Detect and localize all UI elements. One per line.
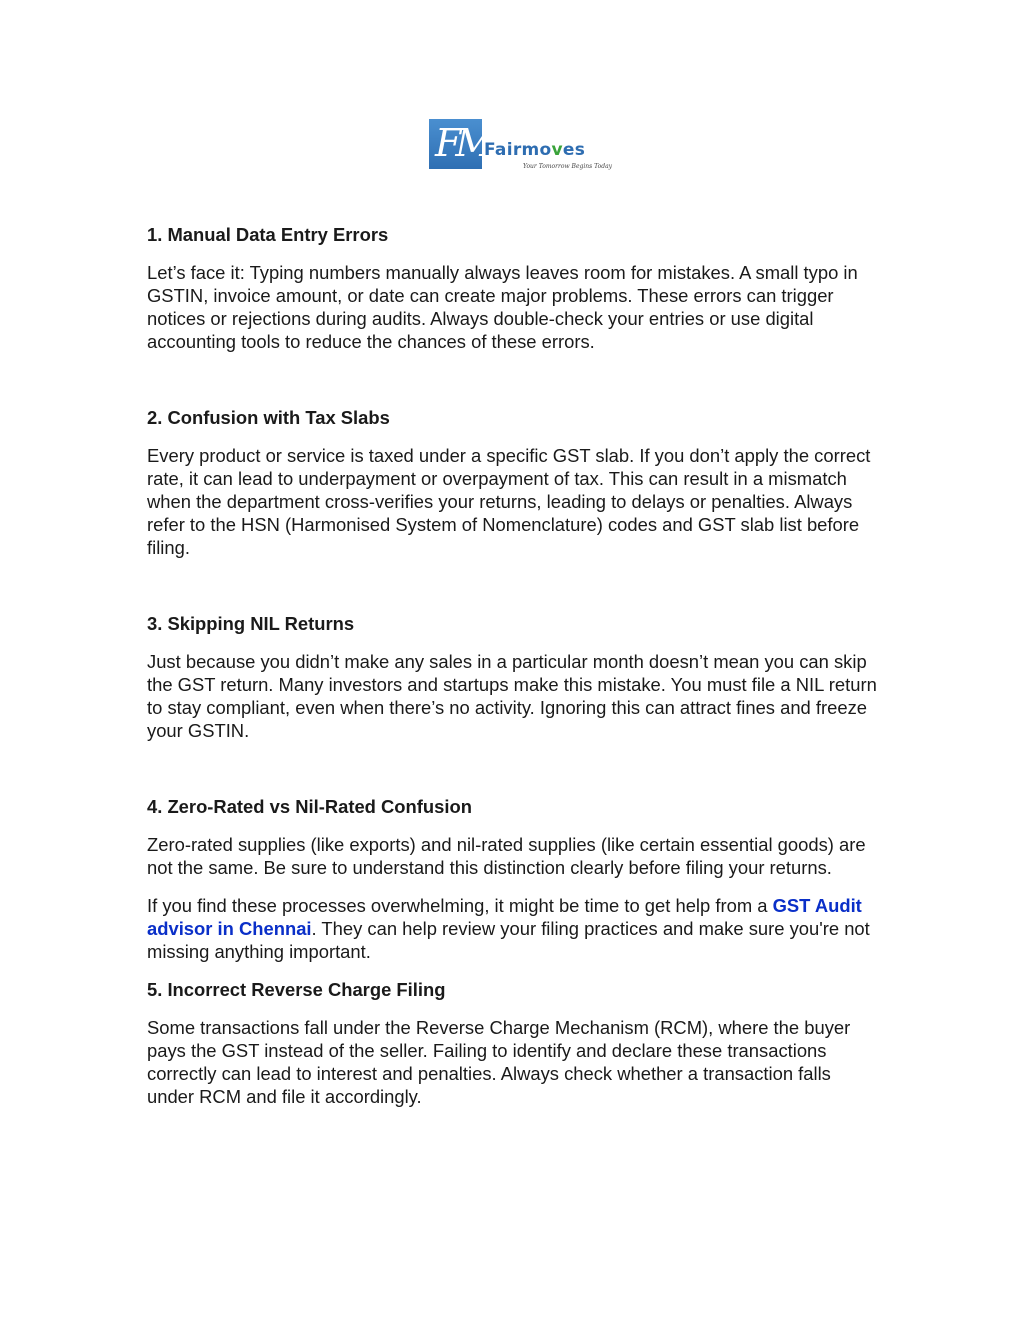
logo-word-prefix: Fairmo xyxy=(484,140,552,160)
section-nil-returns xyxy=(147,612,877,742)
section-paragraph: Just because you didn’t make any sales in a particular month doesn’t mean you can skip the GST return. Many investors and startups make this mistake. You must file a NIL return to stay compliant, even when there’s no activity. Ignoring this can attract fines and freeze your GSTIN. xyxy=(147,651,877,741)
section-tax-slabs xyxy=(147,406,877,559)
logo-word-suffix: es xyxy=(562,140,586,160)
logo-check-mark: v xyxy=(551,140,563,160)
section-paragraph: Some transactions fall under the Reverse Charge Mechanism (RCM), where the buyer pays the GST instead of the seller. Failing to identify and declare these transactions correctly can lead to interest and penalties. Always check whether a transaction falls under RCM and file it accordingly. xyxy=(147,1017,851,1107)
logo-monogram xyxy=(429,119,489,169)
section-paragraph: Zero-rated supplies (like exports) and nil-rated supplies (like certain essential goods) are not the same. Be sure to understand this distinction clearly before filing your returns. xyxy=(147,834,866,878)
section-paragraph: Every product or service is taxed under a specific GST slab. If you don’t apply the correct rate, it can lead to underpayment or overpayment of tax. This can result in a mismatch when the department cross-verifies your returns, leading to delays or penalties. Always refer to the HSN (Harmonised System of Nomenclature) codes and GST slab list before filing. xyxy=(147,445,871,558)
article-body xyxy=(147,223,877,1161)
logo-tagline: Your Tomorrow Begins Today xyxy=(523,163,613,170)
section-heading: 5. Incorrect Reverse Charge Filing xyxy=(147,979,446,1000)
section-manual-data-entry xyxy=(147,223,877,353)
company-logo xyxy=(429,119,613,171)
section-heading: 4. Zero-Rated vs Nil-Rated Confusion xyxy=(147,796,472,817)
section-heading: 1. Manual Data Entry Errors xyxy=(147,224,389,245)
section-heading: 3. Skipping NIL Returns xyxy=(147,613,355,634)
cta-text-after: . They can help review your filing practices and make sure you're not missing anything important. xyxy=(147,918,870,962)
logo-monogram-text: FM xyxy=(435,121,489,165)
advisor-cta-paragraph xyxy=(147,894,877,963)
gst-audit-advisor-link[interactable]: GST Audit advisor in Chennai xyxy=(147,895,862,939)
section-heading: 2. Confusion with Tax Slabs xyxy=(147,407,390,428)
section-reverse-charge xyxy=(147,978,877,1108)
cta-text-before: If you find these processes overwhelming, it might be time to get help from a xyxy=(147,895,773,916)
section-paragraph: Let’s face it: Typing numbers manually always leaves room for mistakes. A small typo in GSTIN, invoice amount, or date can create major problems. These errors can trigger notices or rejections during audits. Always double-check your entries or use digital accounting tools to reduce the chances of these errors. xyxy=(147,262,858,352)
section-zero-vs-nil-rated xyxy=(147,795,877,963)
logo-wordmark xyxy=(484,141,585,159)
